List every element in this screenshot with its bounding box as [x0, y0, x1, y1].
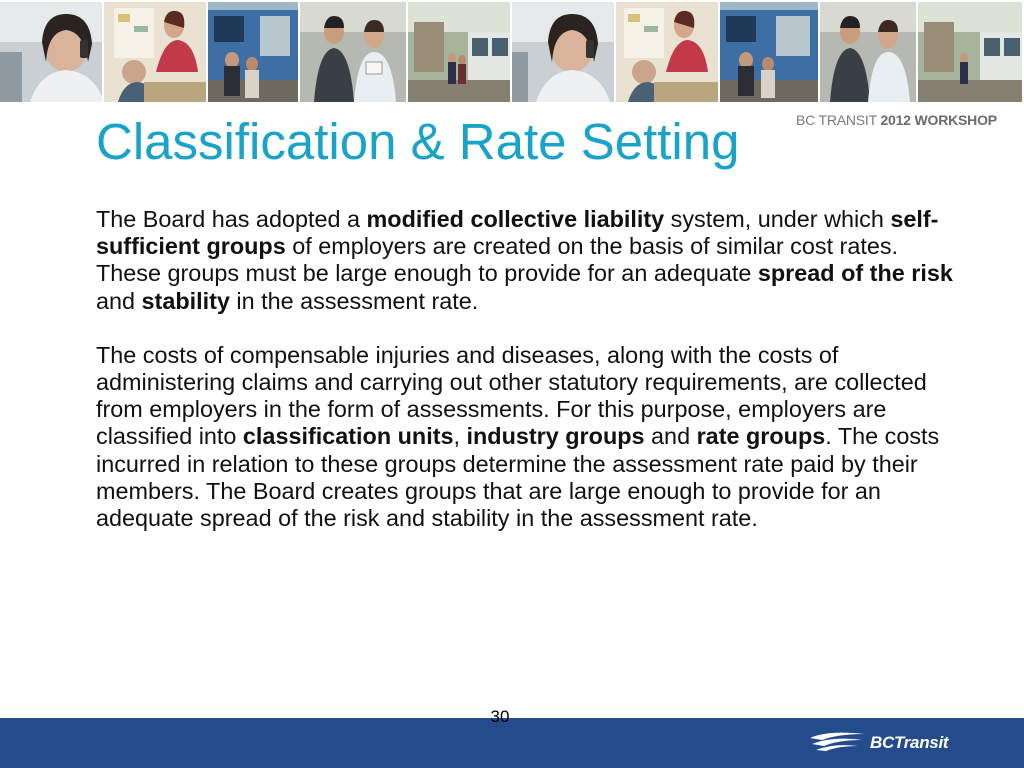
photo-bus-boarding — [208, 2, 300, 102]
slide-title: Classification & Rate Setting — [96, 113, 740, 170]
photo-woman-on-phone-2 — [512, 2, 616, 102]
emphasis-self-sufficient-groups: self-sufficient groups — [96, 206, 939, 260]
photo-driver-and-passenger — [300, 2, 408, 102]
emphasis-rate-groups: rate groups — [696, 423, 826, 450]
photo-driver-and-passenger-2 — [820, 2, 918, 102]
text-run: The costs of compensable injuries and diseases, along with the costs of administering claims and carrying out other statutory requirements, are collected from employers in the form of assessments. For this purpose, employers are classified into — [96, 341, 927, 450]
text-run: , — [453, 423, 467, 450]
paragraph-liability-system — [96, 206, 956, 315]
photo-classroom-2 — [616, 2, 720, 102]
logo-text: BCTransit — [870, 733, 949, 752]
workshop-year: 2012 — [880, 112, 911, 128]
workshop-label — [796, 112, 997, 128]
slide-body — [96, 206, 956, 559]
text-run: in the assessment rate. — [229, 287, 479, 314]
text-run: and — [644, 423, 697, 450]
text-run: system, under which — [664, 206, 891, 232]
workshop-word: WORKSHOP — [914, 112, 997, 128]
text-run: of employers are created on the basis of similar cost rates. These groups must be large enough to provide for an adequate — [96, 233, 899, 287]
emphasis-industry-groups: industry groups — [466, 423, 645, 450]
swoosh-logo-icon — [808, 730, 866, 757]
photo-bus-stop-2 — [918, 2, 1024, 102]
photo-banner — [0, 0, 1024, 104]
page-number: 30 — [490, 707, 510, 726]
text-run: The Board has adopted a — [96, 206, 367, 232]
emphasis-classification-units: classification units — [242, 423, 454, 450]
photo-classroom — [104, 2, 208, 102]
photo-bus-boarding-2 — [720, 2, 820, 102]
text-run: . The costs incurred in relation to these groups determine the assessment rate paid by their members. The Board creates groups that are large enough to provide for an adequate spread of the risk and stability in the assessment rate. — [96, 423, 940, 532]
bc-transit-logo — [808, 730, 948, 756]
photo-woman-on-phone — [0, 2, 104, 102]
photo-bus-stop — [408, 2, 512, 102]
emphasis-modified-collective-liability: modified collective liability — [366, 206, 665, 232]
emphasis-spread-of-risk: spread of the risk — [757, 260, 953, 287]
paragraph-assessment-costs — [96, 342, 956, 532]
text-run: and — [96, 287, 142, 314]
workshop-prefix: BC TRANSIT — [796, 112, 877, 128]
emphasis-stability: stability — [141, 287, 230, 314]
